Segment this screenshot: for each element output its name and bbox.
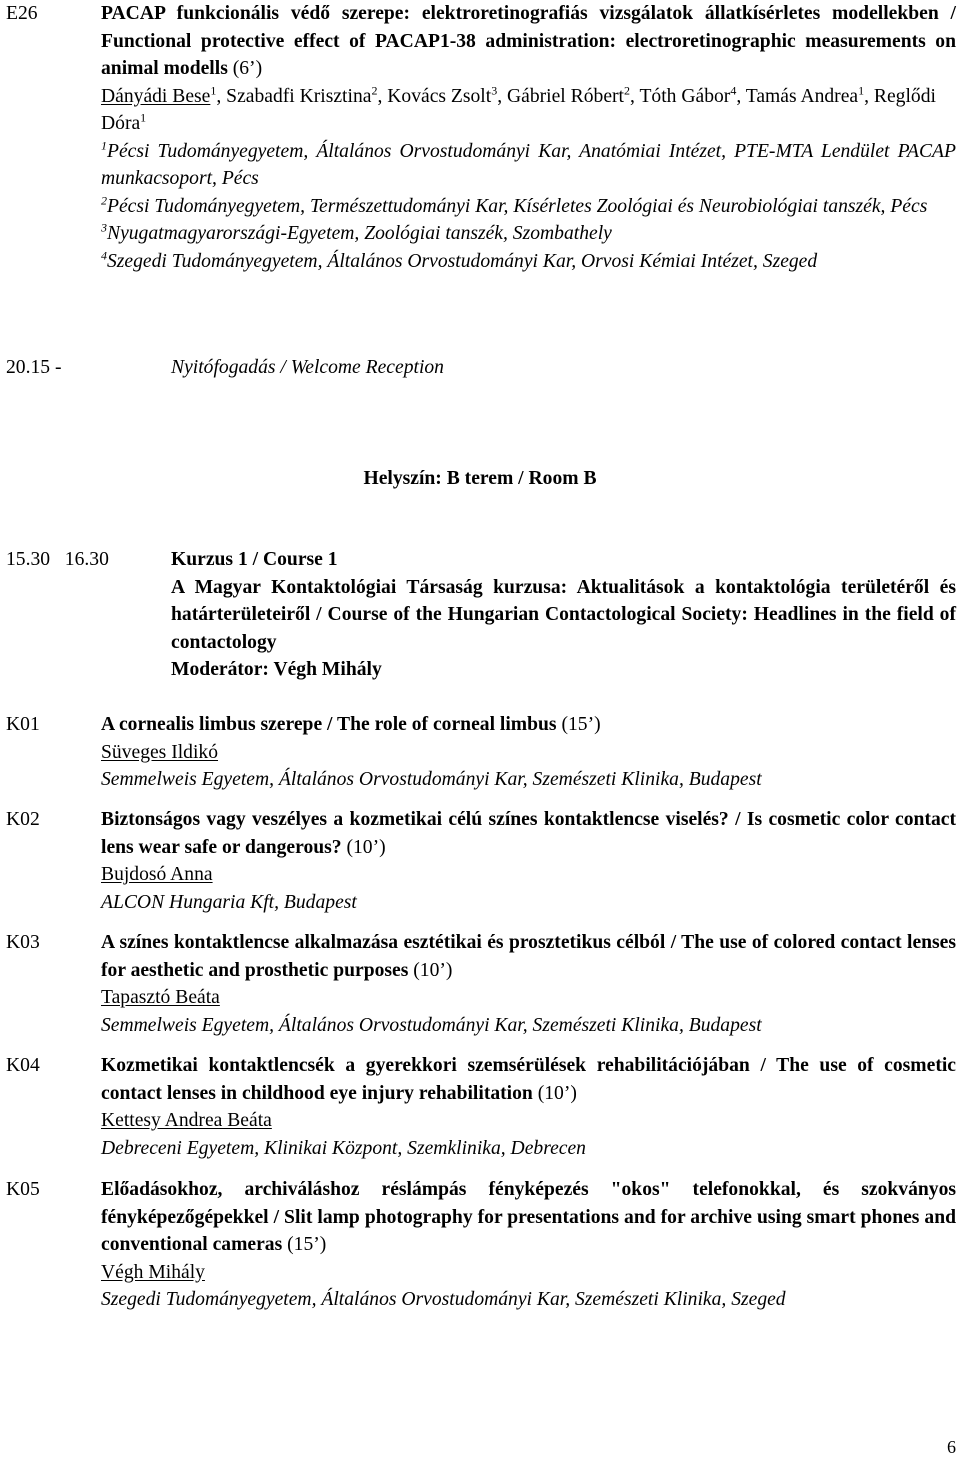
- author: Szabadfi Krisztina$^2$,: [226, 82, 388, 107]
- course-name: Kurzus 1 / Course 1: [171, 549, 338, 570]
- abstract-title-block: [101, 0, 956, 83]
- talk-title: A cornealis limbus szerepe / The role of corneal limbus: [101, 714, 557, 735]
- course-time: 15.30 16.30: [6, 549, 109, 570]
- talk-title-block: [101, 1176, 956, 1259]
- talk-author: Végh Mihály: [101, 1261, 205, 1283]
- talk-title: A színes kontaktlencse alkalmazása esztétikai és prosztetikus célból / The use of colored contact lenses for aesthetic and prosthetic purposes: [101, 932, 956, 981]
- affiliation: $^2$Pécsi Tudományegyetem, Természettudományi Kar, Kísérletes Zoológiai és Neurobiológiai tanszék, Pécs: [101, 192, 928, 217]
- talk-affiliation: Szegedi Tudományegyetem, Általános Orvostudományi Kar, Szemészeti Klinika, Szeged: [101, 1289, 786, 1310]
- talk-title: Kozmetikai kontaktlencsék a gyerekkori szemsérülések rehabilitációjában / The use of cosmetic contact lenses in childhood eye injury rehabilitation: [101, 1055, 956, 1104]
- talk-code: K03: [6, 932, 40, 953]
- author: Kovács Zsolt$^3$,: [387, 82, 507, 107]
- talk-title-block: [101, 806, 956, 861]
- author: Reglődi Dóra$^1$: [101, 85, 936, 134]
- talk-code: K05: [6, 1179, 40, 1200]
- affiliation-list: [101, 138, 956, 276]
- author: Tamás Andrea$^1$,: [745, 82, 874, 107]
- talk-duration: (10’): [341, 836, 386, 858]
- affiliation: $^3$Nyugatmagyarországi-Egyetem, Zoológiai tanszék, Szombathely: [101, 220, 612, 244]
- author-list: [101, 83, 956, 138]
- venue-heading: Helyszín: B terem / Room B: [363, 468, 597, 489]
- reception-title: Nyitófogadás / Welcome Reception: [171, 357, 444, 378]
- author: Tóth Gábor$^4$,: [639, 82, 746, 107]
- talk-code: K02: [6, 809, 40, 830]
- talk-duration: (10’): [408, 959, 453, 981]
- author: Dányádi Bese$^1$,: [101, 82, 227, 107]
- talk-title-block: [101, 711, 956, 739]
- talk-affiliation: ALCON Hungaria Kft, Budapest: [101, 891, 357, 913]
- talk-code: K04: [6, 1055, 40, 1076]
- talk-title-block: [101, 1052, 956, 1107]
- talk-author: Bujdosó Anna: [101, 864, 213, 885]
- affiliation: $^4$Szegedi Tudományegyetem, Általános Orvostudományi Kar, Orvosi Kémiai Intézet, Szeged: [101, 247, 818, 272]
- page-number: 6: [947, 1437, 956, 1457]
- talk-author: Süveges Ildikó: [101, 741, 219, 763]
- talk-affiliation: Semmelweis Egyetem, Általános Orvostudományi Kar, Szemészeti Klinika, Budapest: [101, 769, 762, 790]
- talk-code: K01: [6, 714, 40, 735]
- abstract-title: PACAP funkcionális védő szerepe: elektroretinografiás vizsgálatok állatkísérletes modellekben / Functional protective effect of PACAP1-38 administration: electroretinographic measurements on animal modells: [101, 3, 956, 79]
- course-moderator: Moderátor: Végh Mihály: [171, 659, 382, 680]
- abstract-duration: (6’): [227, 58, 263, 79]
- talk-affiliation: Debreceni Egyetem, Klinikai Központ, Szemklinika, Debrecen: [101, 1137, 586, 1159]
- affiliation: $^1$Pécsi Tudományegyetem, Általános Orvostudományi Kar, Anatómiai Intézet, PTE-MTA Lendület PACAP munkacsoport, Pécs: [101, 137, 956, 189]
- reception-time: 20.15 -: [6, 357, 62, 378]
- talk-duration: (15’): [282, 1234, 327, 1255]
- talk-title: Előadásokhoz, archiváláshoz réslámpás fényképezés "okos" telefonokkal, és szokványos fényképezőgépekkel / Slit lamp photography for presentations and for archive using smart phones and conventional cameras: [101, 1179, 956, 1255]
- talk-title: Biztonságos vagy veszélyes a kozmetikai célú színes kontaktlencse viselés? / Is cosmetic color contact lens wear safe or dangerous?: [101, 809, 956, 858]
- talk-affiliation: Semmelweis Egyetem, Általános Orvostudományi Kar, Szemészeti Klinika, Budapest: [101, 1014, 762, 1036]
- course-title: A Magyar Kontaktológiai Társaság kurzusa: Aktualitások a kontaktológia területéről és határterületeiről / Course of the Hungarian Contactological Society: Headlines in the field of contactology: [171, 576, 956, 653]
- talk-title-block: [101, 929, 956, 984]
- talk-duration: (10’): [532, 1082, 577, 1104]
- talk-author: Kettesy Andrea Beáta: [101, 1110, 272, 1131]
- talk-author: Tapasztó Beáta: [101, 987, 220, 1008]
- abstract-code: E26: [6, 3, 38, 24]
- author: Gábriel Róbert$^2$,: [507, 82, 640, 107]
- talk-duration: (15’): [556, 714, 601, 735]
